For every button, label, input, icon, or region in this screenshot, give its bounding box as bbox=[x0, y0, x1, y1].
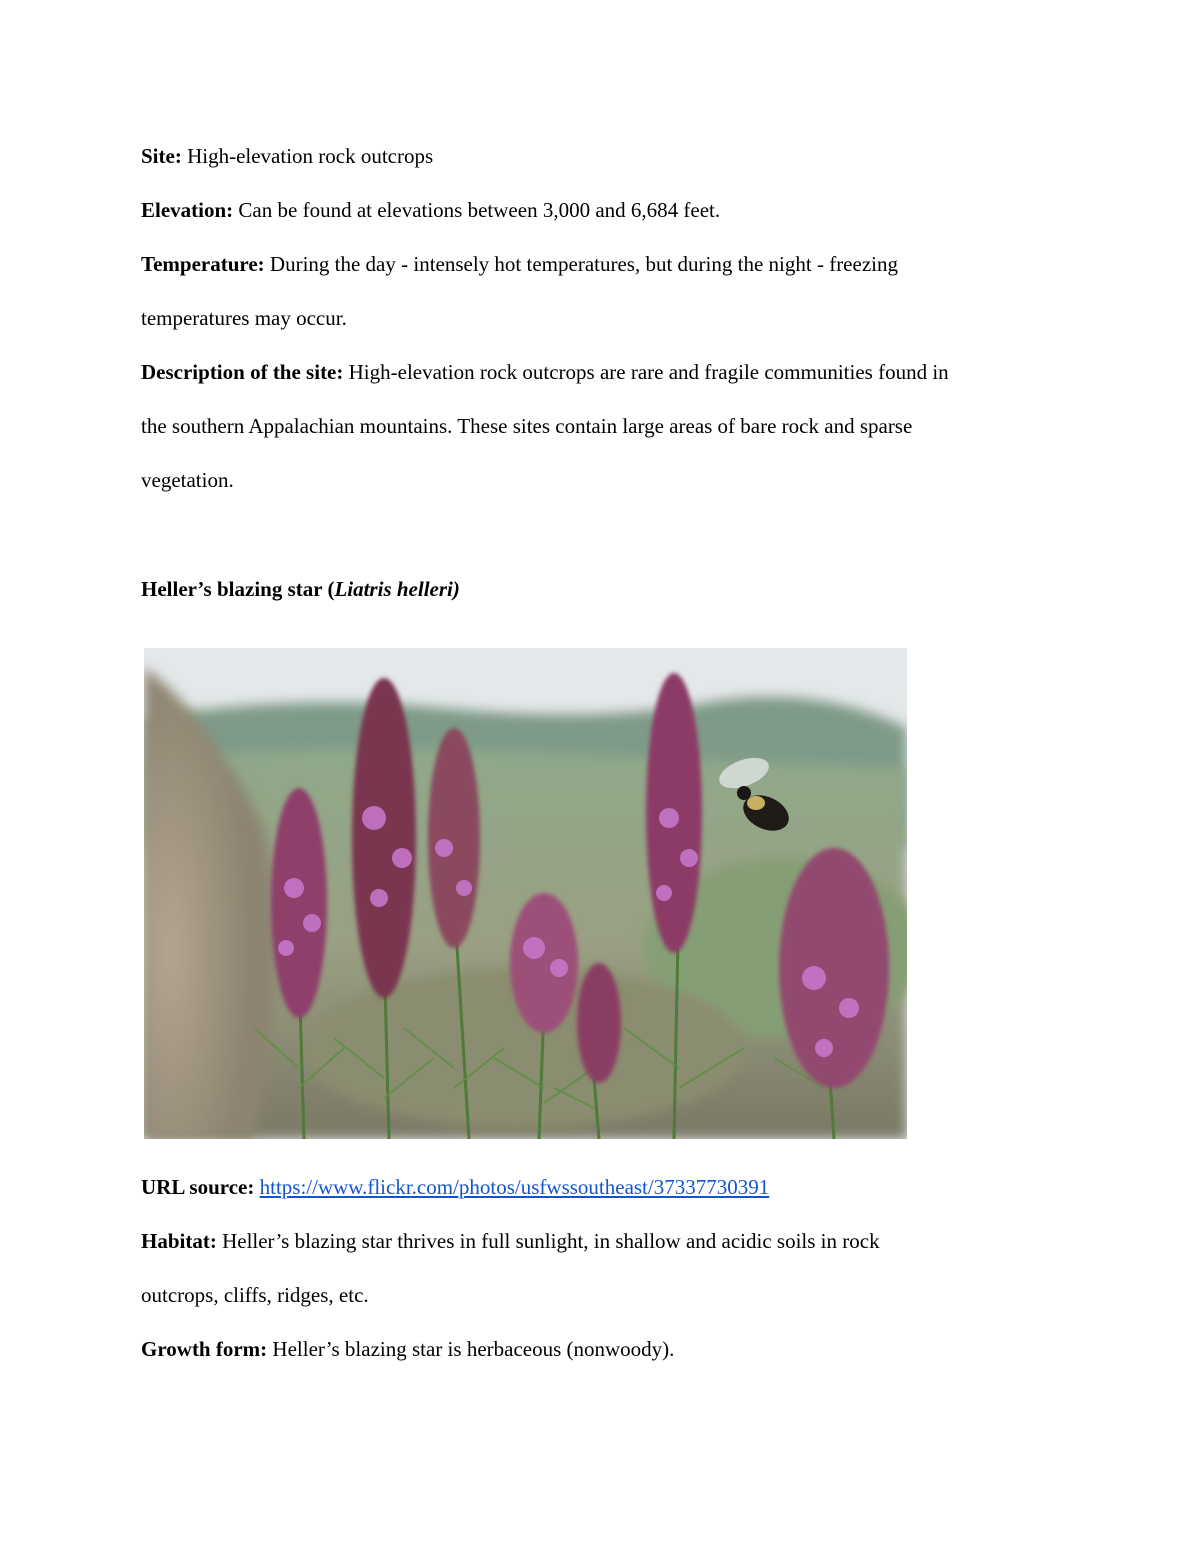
habitat-label: Habitat: bbox=[141, 1229, 217, 1253]
elevation-line bbox=[141, 196, 720, 224]
growth-form-label: Growth form: bbox=[141, 1337, 268, 1361]
habitat-text-1: Heller’s blazing star thrives in full sunlight, in shallow and acidic soils in rock bbox=[222, 1229, 880, 1253]
site-text: High-elevation rock outcrops bbox=[187, 144, 434, 168]
blazing-star-photo bbox=[144, 648, 907, 1139]
species-heading bbox=[141, 575, 460, 603]
description-text-3: vegetation. bbox=[141, 468, 234, 492]
species-common-name: Heller’s blazing star bbox=[141, 577, 323, 601]
site-label: Site: bbox=[141, 144, 182, 168]
url-source-line bbox=[141, 1173, 769, 1201]
temperature-text-1: During the day - intensely hot temperatures, but during the night - freezing bbox=[269, 252, 898, 276]
habitat-text-2: outcrops, cliffs, ridges, etc. bbox=[141, 1283, 369, 1307]
description-label: Description of the site: bbox=[141, 360, 344, 384]
species-close-paren: ) bbox=[452, 577, 460, 601]
species-scientific-name: Liatris helleri bbox=[334, 577, 453, 601]
temperature-line bbox=[141, 250, 898, 278]
url-source-label: URL source: bbox=[141, 1175, 255, 1199]
temperature-text-2: temperatures may occur. bbox=[141, 306, 347, 330]
growth-form-text: Heller’s blazing star is herbaceous (nonwoody). bbox=[272, 1337, 675, 1361]
temperature-label: Temperature: bbox=[141, 252, 265, 276]
description-line bbox=[141, 358, 949, 386]
blazing-star-photo-image bbox=[144, 648, 907, 1139]
description-text-2: the southern Appalachian mountains. These sites contain large areas of bare rock and sparse bbox=[141, 414, 913, 438]
growth-form-line bbox=[141, 1335, 674, 1363]
elevation-label: Elevation: bbox=[141, 198, 234, 222]
site-line bbox=[141, 142, 433, 170]
url-source-link[interactable]: https://www.flickr.com/photos/usfwssoutheast/37337730391 bbox=[259, 1175, 770, 1199]
elevation-text: Can be found at elevations between 3,000 and 6,684 feet. bbox=[238, 198, 721, 222]
habitat-line bbox=[141, 1227, 880, 1255]
description-text-1: High-elevation rock outcrops are rare and fragile communities found in bbox=[348, 360, 949, 384]
species-open-paren: ( bbox=[322, 577, 335, 601]
